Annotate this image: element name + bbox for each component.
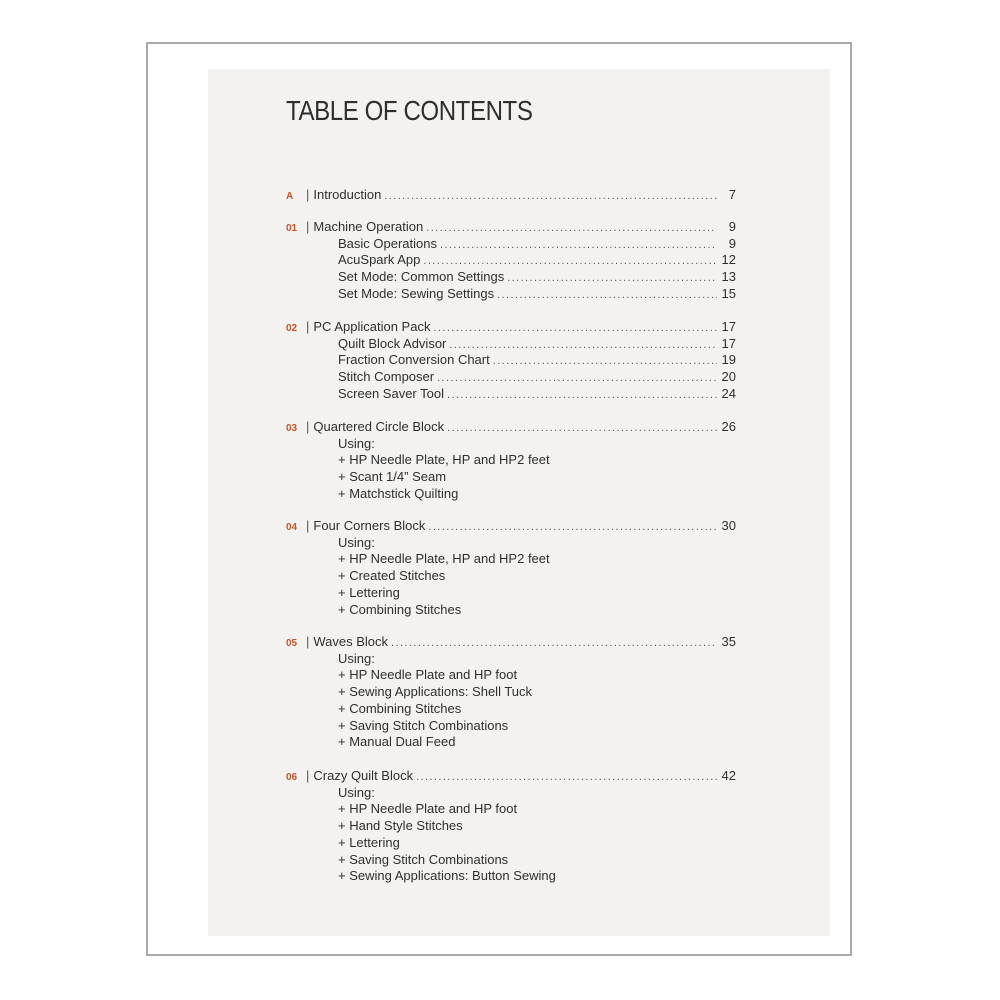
toc-subentry[interactable] (338, 286, 736, 303)
entry-label: Quartered Circle Block (313, 419, 445, 434)
subentry-label: Quilt Block Advisor (338, 335, 447, 351)
using-item: + Sewing Applications: Button Sewing (338, 868, 556, 884)
using-item: + Manual Dual Feed (338, 734, 456, 750)
dot-leader (426, 222, 717, 234)
toc-entry[interactable] (286, 518, 736, 535)
section-number: 03 (286, 423, 298, 434)
section-number: 02 (286, 323, 298, 334)
dot-leader (428, 521, 717, 533)
toc-subentry[interactable] (338, 352, 736, 369)
separator-bar: | (306, 319, 310, 334)
toc-entry[interactable] (286, 219, 736, 236)
using-label: Using: (338, 435, 375, 451)
toc-subentry[interactable] (338, 336, 736, 353)
dot-leader (440, 239, 717, 251)
table-of-contents (208, 69, 830, 936)
page-number: 42 (721, 768, 736, 783)
dot-leader (497, 289, 717, 301)
content-panel (208, 69, 830, 936)
toc-entry[interactable] (286, 319, 736, 336)
page-number: 9 (728, 235, 736, 251)
subentry-label: Fraction Conversion Chart (338, 352, 490, 368)
using-item: + Combining Stitches (338, 601, 462, 617)
dot-leader (416, 771, 717, 783)
separator-bar: | (306, 419, 310, 434)
entry-label: Crazy Quilt Block (313, 768, 414, 783)
using-item: + Created Stitches (338, 568, 446, 584)
using-item: + Lettering (338, 584, 400, 600)
separator-bar: | (306, 219, 310, 234)
using-label: Using: (338, 534, 375, 550)
separator-bar: | (306, 518, 310, 533)
toc-subentry[interactable] (338, 236, 736, 253)
dot-leader (493, 355, 717, 367)
entry-label: Introduction (313, 187, 382, 202)
entry-label: Waves Block (313, 634, 389, 649)
subentry-label: Set Mode: Common Settings (338, 269, 505, 285)
page-number: 24 (721, 385, 736, 401)
dot-leader (447, 389, 717, 401)
toc-subentry[interactable] (338, 369, 736, 386)
subentry-label: Stitch Composer (338, 369, 435, 385)
section-number: 06 (286, 772, 298, 783)
dot-leader (447, 422, 717, 434)
page-number: 26 (721, 419, 736, 434)
using-item: + Saving Stitch Combinations (338, 717, 509, 733)
page-title: TABLE OF CONTENTS (286, 95, 533, 126)
page-number: 20 (721, 369, 736, 385)
entry-label: PC Application Pack (313, 319, 431, 334)
separator-bar: | (306, 187, 310, 202)
dot-leader (437, 372, 717, 384)
page-number: 17 (721, 319, 736, 334)
using-item: + Lettering (338, 834, 400, 850)
using-item: + HP Needle Plate and HP foot (338, 801, 518, 817)
using-item: + Scant 1/4” Seam (338, 469, 447, 485)
using-item: + HP Needle Plate, HP and HP2 feet (338, 452, 550, 468)
section-number: 01 (286, 223, 298, 234)
using-item: + HP Needle Plate and HP foot (338, 667, 518, 683)
using-item: + HP Needle Plate, HP and HP2 feet (338, 551, 550, 567)
using-item: + Combining Stitches (338, 700, 462, 716)
page-number: 9 (728, 219, 736, 234)
dot-leader (391, 637, 717, 649)
section-number: 05 (286, 638, 298, 649)
toc-entry[interactable] (286, 634, 736, 651)
using-item: + Hand Style Stitches (338, 818, 463, 834)
page-number: 12 (721, 252, 736, 268)
toc-subentry[interactable] (338, 252, 736, 269)
toc-entry[interactable] (286, 187, 736, 204)
page-number: 15 (721, 285, 736, 301)
entry-label: Four Corners Block (313, 518, 426, 533)
using-label: Using: (338, 784, 375, 800)
toc-entry[interactable] (286, 768, 736, 785)
page-number: 30 (721, 518, 736, 533)
entry-label: Machine Operation (313, 219, 424, 234)
using-item: + Saving Stitch Combinations (338, 851, 509, 867)
toc-entry[interactable] (286, 419, 736, 436)
separator-bar: | (306, 634, 310, 649)
separator-bar: | (306, 768, 310, 783)
page-number: 7 (728, 187, 736, 202)
subentry-label: Basic Operations (338, 235, 437, 251)
dot-leader (433, 322, 717, 334)
dot-leader (384, 190, 717, 202)
dot-leader (507, 272, 717, 284)
using-label: Using: (338, 650, 375, 666)
section-number: 04 (286, 522, 298, 533)
dot-leader (449, 339, 717, 351)
subentry-label: Set Mode: Sewing Settings (338, 285, 495, 301)
dot-leader (423, 255, 717, 267)
page-sheet (146, 42, 852, 956)
page-number: 17 (721, 335, 736, 351)
using-item: + Sewing Applications: Shell Tuck (338, 684, 533, 700)
using-item: + Matchstick Quilting (338, 485, 459, 501)
subentry-label: AcuSpark App (338, 252, 421, 268)
subentry-label: Screen Saver Tool (338, 385, 444, 401)
page-number: 19 (721, 352, 736, 368)
toc-subentry[interactable] (338, 386, 736, 403)
section-number: A (286, 191, 294, 202)
page-number: 13 (721, 269, 736, 285)
page-number: 35 (721, 634, 736, 649)
toc-subentry[interactable] (338, 269, 736, 286)
